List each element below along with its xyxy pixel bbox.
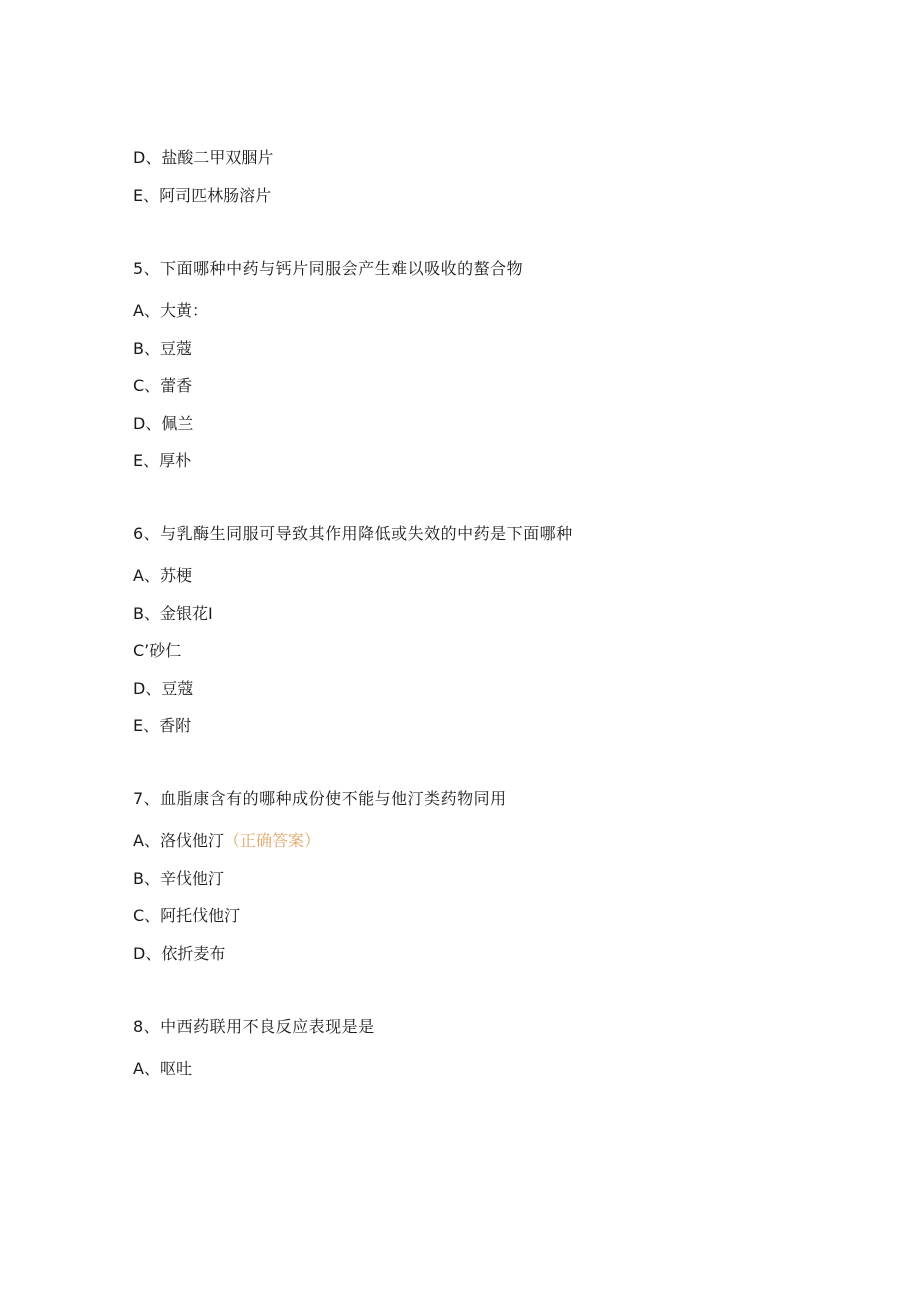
- question-text: 5、下面哪种中药与钙片同服会产生难以吸收的螯合物: [133, 259, 524, 278]
- line-text: C’砂仁: [133, 641, 182, 660]
- option-line: [133, 566, 192, 586]
- line-text: A、大黄：: [133, 301, 208, 320]
- line-text: D、依折麦布: [133, 944, 226, 963]
- option-line-correct: [133, 831, 320, 851]
- line-text: E、厚朴: [133, 451, 192, 470]
- line-text: C、蕾香: [133, 376, 193, 395]
- option-line: [133, 414, 193, 434]
- option-line: [133, 1059, 192, 1079]
- option-line: [133, 716, 191, 736]
- line-text: D、豆蔻: [133, 679, 194, 698]
- line-text: B、豆蔻: [133, 339, 192, 358]
- option-line: [133, 641, 181, 661]
- option-line: [133, 339, 192, 359]
- question-line: [133, 524, 573, 544]
- line-text: E、阿司匹林肠溶片: [133, 186, 272, 205]
- line-text: A、呕吐: [133, 1059, 192, 1078]
- question-text: 6、与乳酶生同服可导致其作用降低或失效的中药是下面哪种: [133, 524, 573, 543]
- line-text: B、金银花I: [133, 604, 213, 623]
- question-text: 7、血脂康含有的哪种成份使不能与他汀类药物同用: [133, 789, 507, 808]
- option-line: [133, 376, 192, 396]
- option-line: [133, 451, 191, 471]
- line-text: E、香附: [133, 716, 192, 735]
- line-text: D、盐酸二甲双胭片: [133, 148, 274, 167]
- option-line: [133, 186, 271, 206]
- question-line: [133, 789, 507, 809]
- question-line: [133, 1017, 375, 1037]
- option-line: [133, 906, 240, 926]
- option-line: [133, 869, 224, 889]
- correct-answer-note: （正确答案）: [223, 831, 320, 850]
- option-line: [133, 944, 225, 964]
- question-text: 8、中西药联用不良反应表现是是: [133, 1017, 375, 1036]
- option-line: [133, 301, 208, 321]
- line-text: A、洛伐他汀: [133, 831, 224, 850]
- line-text: D、佩兰: [133, 414, 194, 433]
- option-line: [133, 679, 193, 699]
- line-text: A、苏梗: [133, 566, 192, 585]
- option-line: [133, 148, 273, 168]
- question-line: [133, 259, 523, 279]
- line-text: C、阿托伐他汀: [133, 906, 241, 925]
- line-text: B、辛伐他汀: [133, 869, 224, 888]
- option-line: [133, 604, 213, 624]
